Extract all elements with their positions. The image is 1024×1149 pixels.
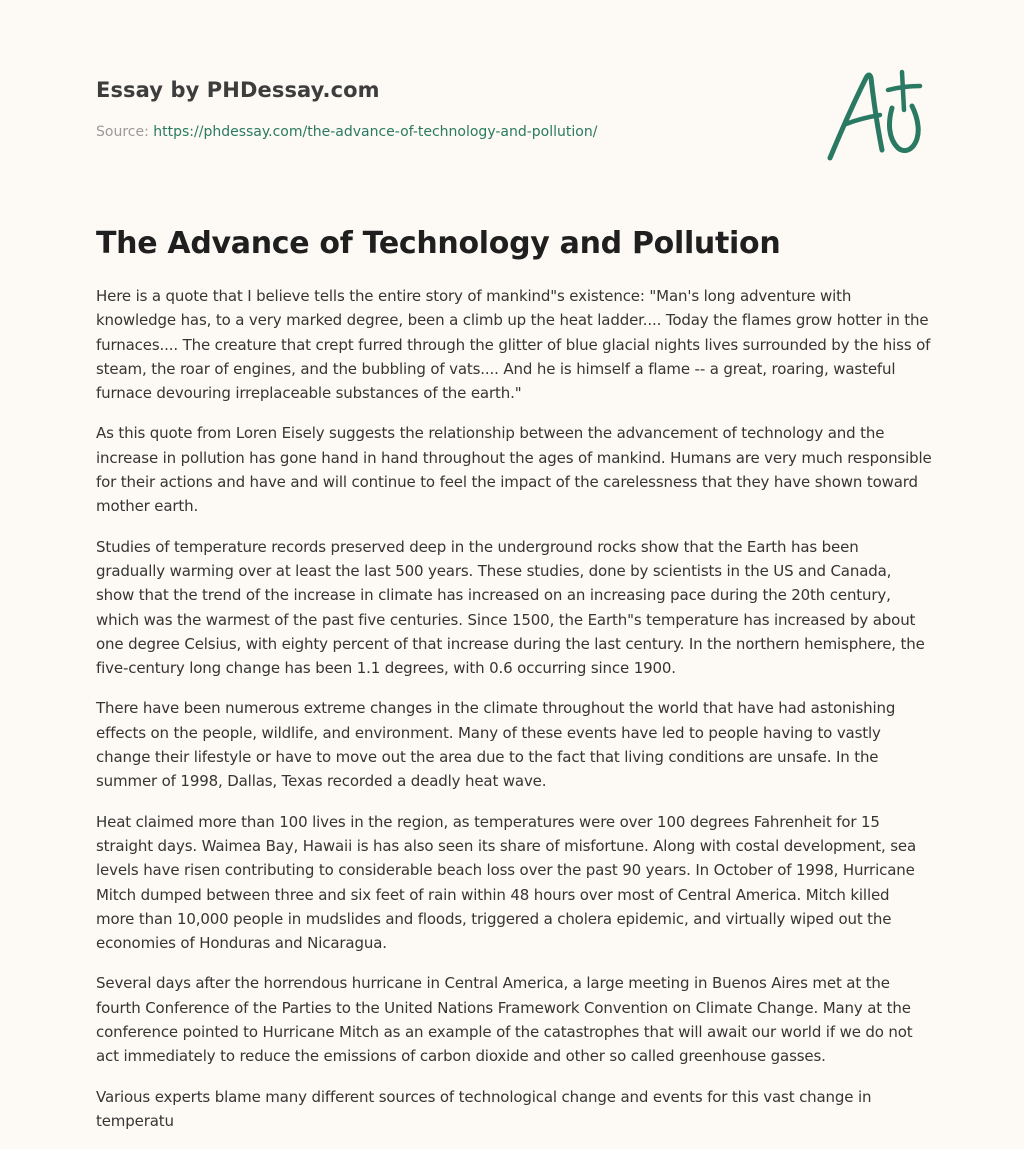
paragraph: As this quote from Loren Eisely suggests the relationship between the advancement of technology and the increase in pollution has gone hand in hand throughout the ages of mankind. Humans are very much responsible for their actions and have and will continue to feel the impact of the carelessness that they have shown toward mother earth. (96, 424, 932, 516)
source-line (96, 124, 597, 140)
paragraph: Several days after the horrendous hurricane in Central America, a large meeting in Buenos Aires met at the fourth Conference of the Parties to the United Nations Framework Convention on Climate Change. Many at the conference pointed to Hurricane Mitch as an example of the catastrophes that will await our world if we do not act immediately to reduce the emissions of carbon dioxide and other so called greenhouse gasses. (96, 974, 913, 1066)
essay-header (96, 0, 932, 200)
a-plus-logo-icon (822, 66, 928, 166)
paragraph: Studies of temperature records preserved deep in the underground rocks show that the Earth has been gradually warming over at least the last 500 years. These studies, done by scientists in the US and Canada, show that the trend of the increase in climate has increased on an increasing pace during the 20th century, which was the warmest of the past five centuries. Since 1500, the Earth"s temperature has increased by about one degree Celsius, with eighty percent of that increase during the last century. In the northern hemisphere, the five-century long change has been 1.1 degrees, with 0.6 occurring since 1900. (96, 537, 925, 678)
paragraph: Various experts blame many different sources of technological change and events for this vast change in temperatu (96, 1087, 872, 1130)
brand-title: Essay by PHDessay.com (96, 78, 380, 102)
essay-page (96, 0, 932, 1130)
article-title: The Advance of Technology and Pollution (96, 226, 781, 261)
paragraph: Heat claimed more than 100 lives in the region, as temperatures were over 100 degrees Fahrenheit for 15 straight days. Waimea Bay, Hawaii is has also seen its share of misfortune. Along with costal development, sea levels have risen contributing to considerable beach loss over the past 90 years. In October of 1998, Hurricane Mitch dumped between three and six feet of rain within 48 hours over most of Central America. Mitch killed more than 10,000 people in mudslides and floods, triggered a cholera epidemic, and virtually wiped out the economies of Honduras and Nicaragua. (96, 812, 917, 953)
source-label: Source: (96, 124, 154, 140)
paragraph: There have been numerous extreme changes in the climate throughout the world that have had astonishing effects on the people, wildlife, and environment. Many of these events have led to people having to vastly change their lifestyle or have to move out the area due to the fact that living conditions are unsafe. In the summer of 1998, Dallas, Texas recorded a deadly heat wave. (96, 699, 896, 791)
article-body (96, 284, 932, 1149)
source-link[interactable]: https://phdessay.com/the-advance-of-technology-and-pollution/ (153, 124, 598, 140)
paragraph: Here is a quote that I believe tells the entire story of mankind"s existence: "Man's long adventure with knowledge has, to a very marked degree, been a climb up the heat ladder.... Today the flames grow hotter in the furnaces.... The creature that crept furred through the glitter of blue glacial nights lives surrounded by the hiss of steam, the roar of engines, and the bubbling of vats.... And he is himself a flame -- a great, roaring, wasteful furnace devouring irreplaceable substances of the earth." (96, 287, 931, 403)
